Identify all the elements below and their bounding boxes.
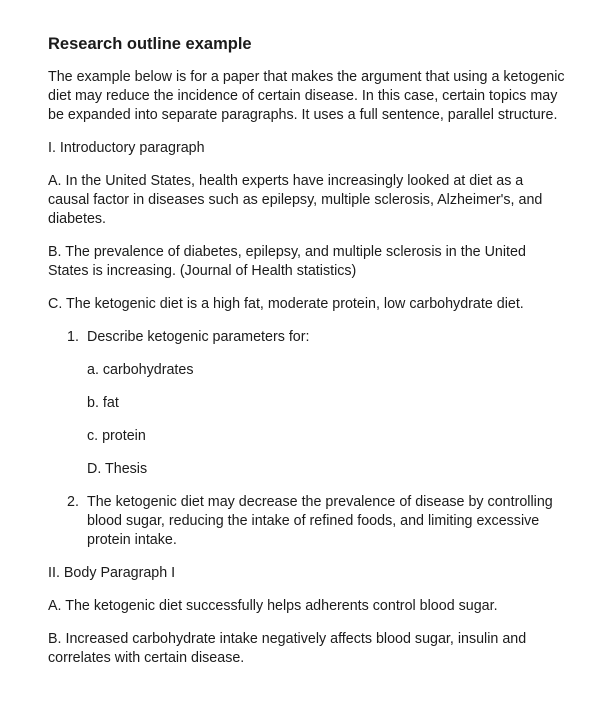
- section-2-heading: II. Body Paragraph I: [48, 565, 176, 581]
- numbered-item-1-number: 1.: [67, 329, 79, 345]
- numbered-item-1: [48, 328, 568, 347]
- section-2-point-b: B. Increased carbohydrate intake negatively affects blood sugar, insulin and correlates with certain disease.: [48, 631, 527, 666]
- document-page: [48, 34, 568, 682]
- section-1-heading: I. Introductory paragraph: [48, 140, 205, 156]
- sub-item-protein: c. protein: [87, 428, 146, 444]
- section-2-point-a: A. The ketogenic diet successfully helps adherents control blood sugar.: [48, 598, 498, 614]
- sub-item-thesis: D. Thesis: [87, 461, 148, 477]
- section-1-point-c: C. The ketogenic diet is a high fat, moderate protein, low carbohydrate diet.: [48, 296, 524, 312]
- section-1-point-a: A. In the United States, health experts have increasingly looked at diet as a causal factor in diseases such as epilepsy, multiple sclerosis, Alzheimer's, and diabetes.: [48, 173, 543, 227]
- sub-item-fat: b. fat: [87, 395, 119, 411]
- numbered-item-2-text: The ketogenic diet may decrease the prevalence of disease by controlling blood sugar, reducing the intake of refined foods, and limiting excessive protein intake.: [87, 494, 553, 548]
- document-title: Research outline example: [48, 35, 252, 53]
- numbered-item-1-text: Describe ketogenic parameters for:: [87, 329, 310, 345]
- section-1-point-b: B. The prevalence of diabetes, epilepsy, and multiple sclerosis in the United States is increasing. (Journal of Health statistics): [48, 244, 526, 279]
- intro-paragraph: The example below is for a paper that makes the argument that using a ketogenic diet may reduce the incidence of certain disease. In this case, certain topics may be expanded into separate paragraphs. It uses a full sentence, parallel structure.: [48, 69, 565, 123]
- numbered-item-2: [48, 493, 568, 550]
- sub-item-carbohydrates: a. carbohydrates: [87, 362, 194, 378]
- numbered-item-2-number: 2.: [67, 494, 79, 510]
